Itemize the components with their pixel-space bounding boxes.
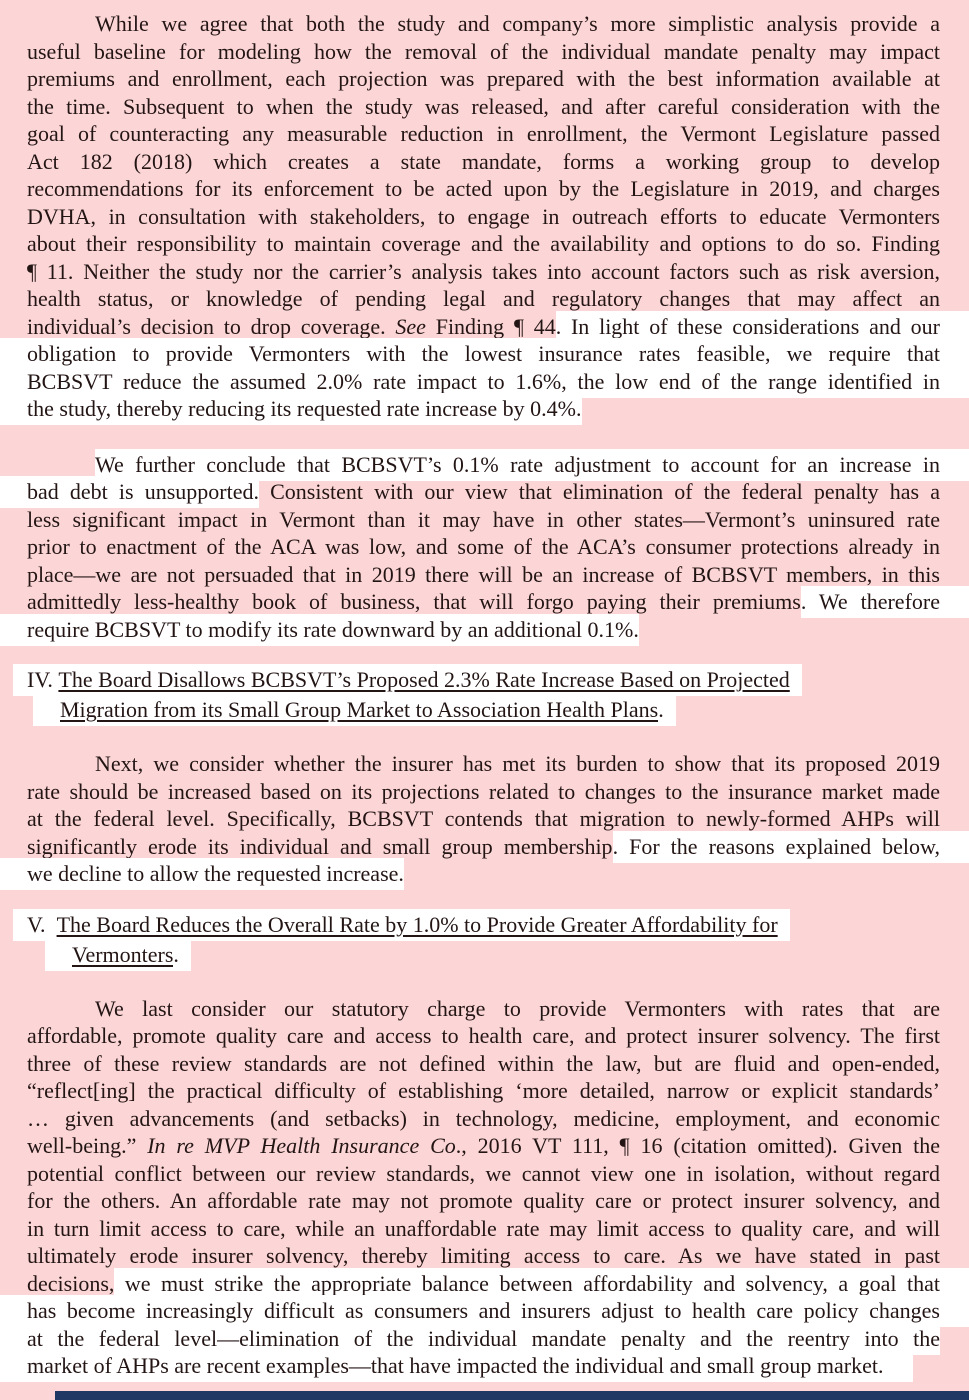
- text-line: [0, 451, 969, 479]
- text-segment: in turn limit access to care, while an unaffordable rate may limit access to quality care, and will: [27, 1215, 940, 1241]
- text-segment: … given advancements (and setbacks) in technology, medicine, employment, and economic: [27, 1105, 940, 1131]
- text-segment: significantly erode its individual and small group membership: [27, 833, 613, 859]
- highlighted-text: We further conclude that BCBSVT’s 0.1% rate adjustment to account for an increase in: [95, 449, 969, 481]
- text-line: [0, 805, 969, 833]
- text-segment: admittedly less-healthy book of business, that will forgo paying their premiums: [27, 589, 801, 614]
- text-line: [0, 258, 969, 286]
- highlighted-text: .: [173, 939, 191, 971]
- text-line: [0, 368, 969, 396]
- text-segment: useful baseline for modeling how the removal of the individual mandate penalty may impact: [27, 38, 940, 64]
- highlighted-text: BCBSVT reduce the assumed 2.0% rate impact to 1.6%, the low end of the range identified in: [0, 366, 969, 398]
- text-line: [0, 340, 969, 368]
- text-segment: the time. Subsequent to when the study was released, and after careful consideration with the: [27, 93, 940, 119]
- text-line: [0, 148, 969, 176]
- text-line: [0, 995, 969, 1023]
- highlighted-text: The Board Reduces the Overall Rate by 1.0% to Provide Greater Affordability for: [57, 909, 790, 941]
- text-line: [0, 1105, 969, 1133]
- text-segment: Act 182 (2018) which creates a state mandate, forms a working group to develop: [27, 148, 940, 174]
- text-line: [0, 1215, 969, 1243]
- text-line: [0, 38, 969, 66]
- highlighted-text: . We therefore: [801, 586, 969, 618]
- text-line: [0, 695, 969, 725]
- text-line: [0, 778, 969, 806]
- text-segment: In re MVP Health Insurance Co: [147, 1133, 456, 1158]
- text-segment: goal of counteracting any measurable reduction in enrollment, the Vermont Legislature passed: [27, 121, 940, 146]
- paragraph-affordability: [0, 995, 969, 1380]
- bottom-bar: [55, 1391, 969, 1400]
- text-line: [0, 478, 969, 506]
- text-line: [0, 1022, 969, 1050]
- text-line: [0, 175, 969, 203]
- text-line: [0, 506, 969, 534]
- text-line: [0, 93, 969, 121]
- text-line: [0, 860, 969, 888]
- text-line: [0, 313, 969, 341]
- text-line: [0, 1160, 969, 1188]
- highlighted-text: . For the reasons explained below,: [613, 831, 969, 863]
- text-line: [0, 1297, 969, 1325]
- text-segment: See: [395, 313, 426, 339]
- highlighted-text: the study, thereby reducing its requested rate increase by 0.4%.: [0, 393, 582, 425]
- highlighted-text: we must strike the appropriate balance between affordability and solvency, a goal that: [114, 1268, 969, 1300]
- paragraph-ahp: [0, 750, 969, 888]
- highlighted-text: . In light of these considerations and our: [556, 311, 969, 343]
- highlighted-text: at the federal level—elimination of the individual mandate penalty and the reentry into the: [0, 1323, 940, 1355]
- text-segment: Finding ¶ 44: [425, 313, 556, 339]
- highlighted-text: IV.: [13, 664, 58, 696]
- text-segment: at the federal level. Specifically, BCBSVT contends that migration to newly-formed AHPs will: [27, 806, 940, 831]
- text-line: [0, 120, 969, 148]
- text-segment: premiums and enrollment, each projection was prepared with the best information available at: [27, 66, 940, 91]
- text-segment: ¶ 11. Neither the study nor the carrier’s analysis takes into account factors such as risk aversion,: [27, 258, 940, 284]
- text-segment: health status, or knowledge of pending legal and regulatory changes that may affect an: [27, 286, 940, 311]
- highlighted-text: Migration from its Small Group Market to Association Health Plans: [33, 694, 658, 726]
- text-segment: “reflect[ing] the practical difficulty of establishing ‘more detailed, narrow or explicit standards’: [27, 1078, 940, 1103]
- highlighted-text: market of AHPs are recent examples—that have impacted the individual and small group market.: [0, 1350, 913, 1382]
- text-line: [0, 1050, 969, 1078]
- text-segment: for the others. An affordable rate may not promote quality care or protect insurer solvency, and: [27, 1188, 940, 1213]
- text-segment: place—we are not persuaded that in 2019 there will be an increase of BCBSVT members, in this: [27, 561, 940, 587]
- text-line: [0, 1352, 969, 1380]
- highlighted-text: .: [658, 694, 676, 726]
- text-line: [0, 1077, 969, 1105]
- highlighted-text: obligation to provide Vermonters with the lowest insurance rates feasible, we require that: [0, 338, 969, 370]
- text-line: [0, 533, 969, 561]
- text-line: [0, 616, 969, 644]
- text-segment: rate should be increased based on its projections related to changes to the insurance market made: [27, 778, 940, 804]
- text-segment: potential conflict between our review standards, we cannot view one in isolation, without regard: [27, 1160, 940, 1186]
- highlighted-text: The Board Disallows BCBSVT’s Proposed 2.3% Rate Increase Based on Projected: [58, 664, 801, 696]
- text-segment: We last consider our statutory charge to provide Vermonters with rates that are: [95, 995, 940, 1021]
- text-segment: prior to enactment of the ACA was low, and some of the ACA’s consumer protections already in: [27, 534, 940, 559]
- text-segment: individual’s decision to drop coverage.: [27, 313, 396, 339]
- text-line: [0, 203, 969, 231]
- text-line: [0, 285, 969, 313]
- text-line: [0, 665, 969, 695]
- text-line: [0, 395, 969, 423]
- text-line: [0, 230, 969, 258]
- text-line: [0, 750, 969, 778]
- text-segment: recommendations for its enforcement to be acted upon by the Legislature in 2019, and charges: [27, 176, 940, 201]
- text-line: [0, 1242, 969, 1270]
- text-segment: Consistent with our view that elimination of the federal penalty has a: [258, 479, 940, 504]
- text-line: [0, 940, 969, 970]
- text-segment: well-being.”: [27, 1133, 148, 1158]
- paragraph-intro: [0, 10, 969, 423]
- highlighted-text: Vermonters: [45, 939, 173, 971]
- text-segment: Next, we consider whether the insurer has met its burden to show that its proposed 2019: [95, 751, 940, 776]
- highlighted-text: require BCBSVT to modify its rate downward by an additional 0.1%.: [0, 614, 639, 646]
- highlighted-text: we decline to allow the requested increase.: [0, 858, 404, 890]
- text-segment: three of these review standards are not defined within the law, but are fluid and open-ended,: [27, 1050, 940, 1076]
- text-line: [0, 1132, 969, 1160]
- text-line: [0, 65, 969, 93]
- text-segment: ultimately erode insurer solvency, thereby limiting access to care. As we have stated in past: [27, 1243, 940, 1268]
- text-segment: decisions,: [27, 1270, 115, 1296]
- text-segment: While we agree that both the study and company’s more simplistic analysis provide a: [95, 11, 940, 36]
- text-line: [0, 10, 969, 38]
- highlighted-text: bad debt is unsupported.: [0, 476, 259, 508]
- text-segment: ., 2016 VT 111, ¶ 16 (citation omitted). Given the: [455, 1133, 940, 1158]
- text-line: [0, 1270, 969, 1298]
- highlighted-text: has become increasingly difficult as consumers and insurers adjust to health care policy changes: [0, 1295, 969, 1327]
- text-segment: affordable, promote quality care and access to health care, and protect insurer solvency. The first: [27, 1023, 940, 1048]
- text-line: [0, 833, 969, 861]
- heading-iv: [0, 665, 969, 725]
- text-segment: about their responsibility to maintain coverage and the availability and options to do so. Finding: [27, 231, 940, 256]
- heading-v: [0, 910, 969, 970]
- text-line: [0, 910, 969, 940]
- text-line: [0, 1325, 969, 1353]
- highlighted-text: V.: [13, 909, 57, 941]
- text-line: [0, 1187, 969, 1215]
- text-segment: DVHA, in consultation with stakeholders, to engage in outreach efforts to educate Vermonters: [27, 203, 940, 229]
- text-line: [0, 588, 969, 616]
- text-segment: less significant impact in Vermont than it may have in other states—Vermont’s uninsured rate: [27, 506, 940, 532]
- text-line: [0, 561, 969, 589]
- paragraph-bad-debt: [0, 451, 969, 644]
